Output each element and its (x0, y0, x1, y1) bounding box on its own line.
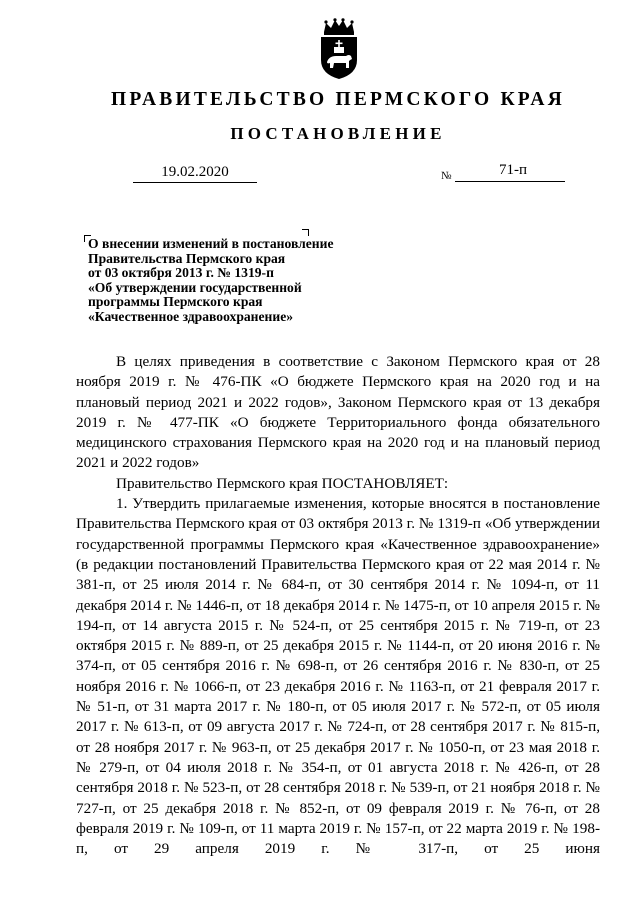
document-type: ПОСТАНОВЛЕНИЕ (230, 124, 446, 143)
subject-line: «Об утверждении государственной (88, 279, 302, 295)
subject-line: «Качественное здравоохранение» (88, 308, 294, 324)
number-label: № (441, 170, 452, 182)
document-body (76, 352, 600, 859)
preamble-paragraph: В целях приведения в соответствие с Законом Пермского края от 28 ноября 2019 г. № 476-ПК «О бюджете Пермского края на 2020 год и на плановый период 2021 и 2022 годов», Законом Пермского края от 13 декабря 2019 г. № 477-ПК «О бюджете Территориального фонда обязательного медицинского страхования Пермского края на 2020 год и на плановый период 2021 и 2022 годов» (76, 353, 600, 472)
subject-line: программы Пермского края (88, 294, 263, 309)
subject-line: О внесении изменений в постановление (88, 236, 334, 251)
subject-line: Правительства Пермского края (88, 250, 286, 266)
number-field (441, 160, 565, 184)
subject-corner-mark-right (302, 229, 309, 236)
document-subject (88, 237, 388, 324)
date-underline (133, 182, 257, 183)
number-underline (455, 181, 565, 182)
date-field (133, 162, 257, 183)
resolves-paragraph: Правительство Пермского края ПОСТАНОВЛЯЕТ: (116, 474, 449, 492)
coat-of-arms-icon (316, 18, 362, 80)
government-title: ПРАВИТЕЛЬСТВО ПЕРМСКОГО КРАЯ (111, 89, 565, 110)
subject-line: от 03 октября 2013 г. № 1319-п (88, 265, 274, 280)
document-date: 19.02.2020 (161, 164, 229, 180)
item-1-paragraph: 1. Утвердить прилагаемые изменения, которые вносятся в постановление Правительства Пермского края от 03 октября 2013 г. № 1319-п «Об утверждении государственной программы Пермского края «Качественное здравоохранение» (в редакции постановлений Правительства Пермского края от 22 мая 2014 г. № 381-п, от 25 июля 2014 г. № 684-п, от 30 сентября 2014 г. № 1094-п, от 11 декабря 2014 г. № 1446-п, от 18 декабря 2014 г. № 1475-п, от 10 апреля 2015 г. № 194-п, от 14 августа 2015 г. № 524-п, от 25 сентября 2015 г. № 719-п, от 23 октября 2015 г. № 889-п, от 25 декабря 2015 г. № 1144-п, от 20 июня 2016 г. № 374-п, от 05 сентября 2016 г. № 698-п, от 26 сентября 2016 г. № 830-п, от 25 ноября 2016 г. № 1066-п, от 23 декабря 2016 г. № 1163-п, от 21 февраля 2017 г. № 51-п, от 31 марта 2017 г. № 180-п, от 05 июля 2017 г. № 572-п, от 05 июля 2017 г. № 613-п, от 09 августа 2017 г. № 724-п, от 28 сентября 2017 г. № 815-п, от 28 ноября 2017 г. № 963-п, от 25 декабря 2017 г. № 1050-п, от 23 мая 2018 г. № 279-п, от 04 июля 2018 г. № 354-п, от 01 августа 2018 г. № 426-п, от 28 сентября 2018 г. № 523-п, от 28 сентября 2018 г. № 539-п, от 21 ноября 2018 г. № 727-п, от 25 декабря 2018 г. № 852-п, от 09 февраля 2019 г. № 76-п, от 28 февраля 2019 г. № 109-п, от 11 марта 2019 г. № 157-п, от 22 марта 2019 г. № 198-п, от 29 апреля 2019 г. № 317-п, от 25 июня (76, 495, 600, 858)
document-number: 71-п (498, 162, 528, 178)
